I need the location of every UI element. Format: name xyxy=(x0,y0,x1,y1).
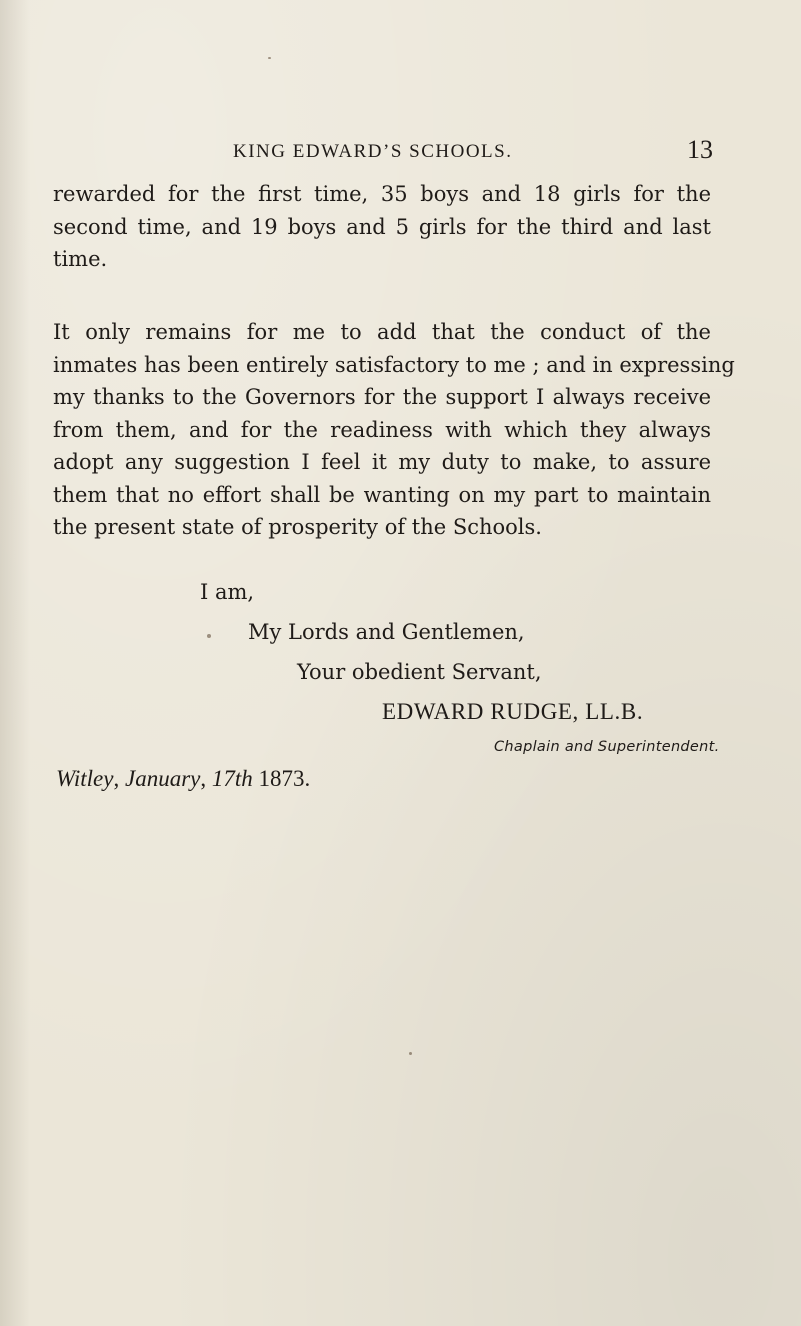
paragraph-line: from them, and for the readiness with which they always xyxy=(53,417,711,442)
page-number: 13 xyxy=(687,135,713,164)
dateline-day: 17th xyxy=(211,766,253,791)
dateline: Witley, January, 17th 1873. xyxy=(56,766,311,791)
dateline-month: January xyxy=(124,766,201,791)
running-head: KING EDWARD’S SCHOOLS. xyxy=(233,141,513,162)
dateline-year: 1873. xyxy=(258,766,311,791)
closing-servant: Your obedient Servant, xyxy=(297,660,542,684)
paragraph-line: inmates has been entirely satisfactory to me ; and in expressing xyxy=(53,352,735,377)
paragraph-line: them that no effort shall be wanting on my part to maintain xyxy=(53,482,711,507)
closing-i-am: I am, xyxy=(200,580,255,604)
paragraph-line: second time, and 19 boys and 5 girls for the third and last xyxy=(53,214,711,239)
paragraph-2 xyxy=(53,316,735,544)
paper-speck xyxy=(207,634,211,638)
paper-speck xyxy=(409,1052,412,1055)
paragraph-line: It only remains for me to add that the conduct of the xyxy=(53,320,711,344)
paper-speck xyxy=(268,57,271,59)
paragraph-line: my thanks to the Governors for the support I always receive xyxy=(53,385,711,409)
signature-name: EDWARD RUDGE, LL.B. xyxy=(382,699,644,724)
paragraph-line: time. xyxy=(53,247,108,271)
page-header xyxy=(233,135,713,169)
dateline-place: Witley xyxy=(56,766,114,791)
page-gutter-shadow xyxy=(0,0,30,1326)
paragraph-line: the present state of prosperity of the Schools. xyxy=(53,515,542,539)
paragraph-line: rewarded for the first time, 35 boys and 18 girls for the xyxy=(53,182,711,206)
signature-title: Chaplain and Superintendent. xyxy=(494,739,720,755)
paragraph-line: adopt any suggestion I feel it my duty to make, to assure xyxy=(53,450,711,474)
closing-salutation: My Lords and Gentlemen, xyxy=(248,620,525,644)
paragraph-1 xyxy=(53,178,711,276)
